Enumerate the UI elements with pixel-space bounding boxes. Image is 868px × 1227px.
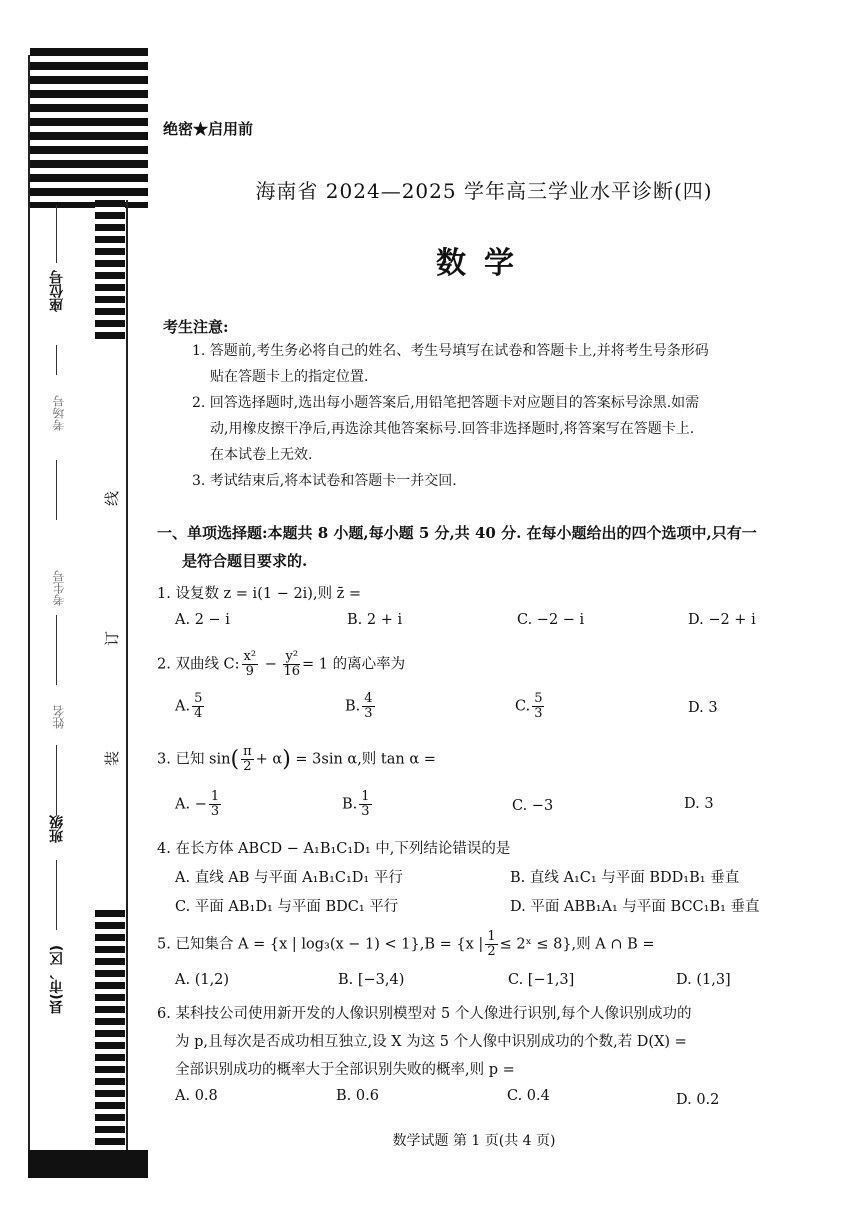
q2-c-fraction (532, 692, 544, 721)
q3-b-den: 3 (361, 804, 370, 819)
q2-stem-pre: 2. 双曲线 C: (157, 656, 240, 673)
question-3-stem: 3. 已知 sin( $\frac{\pi}{2}$ + α) = 3sin α,则 tan α = (157, 744, 436, 774)
q1-option-d[interactable]: D. −2 + i (688, 612, 756, 628)
q2-option-a[interactable] (175, 692, 206, 721)
q5-option-a[interactable]: A. (1,2) (175, 972, 230, 988)
name-label: 姓名 (52, 705, 66, 729)
q5-set-close: ≤ 2ˣ ≤ 8} (499, 936, 572, 953)
seat-divider (56, 345, 57, 375)
q2-b-num: 4 (364, 691, 373, 706)
q2-fraction-x (242, 650, 259, 679)
q1-option-b[interactable]: B. 2 + i (347, 612, 403, 628)
q2-a-label: A. (175, 698, 191, 715)
sidebar-bottom-bar (28, 1150, 148, 1178)
q2-b-label: B. (345, 698, 361, 715)
question-6-line1: 6. 某科技公司使用新开发的人像识别模型对 5 个人像进行识别,每个人像识别成功的 (157, 1006, 692, 1022)
question-6-line2: 为 p,且每次是否成功相互独立,设 X 为这 5 个人像中识别成功的个数,若 D(X) = (175, 1034, 687, 1050)
student-number-field[interactable] (56, 615, 57, 685)
county-label: 县(市、区) (49, 945, 65, 1014)
q2-c-den: 3 (534, 706, 543, 721)
q2-b-den: 3 (364, 706, 373, 721)
q2-option-d[interactable]: D. 3 (688, 700, 718, 716)
q5-stem-post: ,则 A ∩ B = (571, 936, 655, 953)
q2-a-num: 5 (194, 691, 203, 706)
q5-option-c[interactable]: C. [−1,3] (508, 972, 575, 988)
question-5-stem (157, 930, 655, 959)
q2-a-den: 4 (194, 706, 203, 721)
q3-a-den: 3 (210, 804, 220, 819)
question-1-stem: 1. 设复数 z = i(1 − 2i),则 z̄ = (157, 586, 362, 602)
q3-option-d[interactable]: D. 3 (684, 796, 714, 812)
question-4-stem: 4. 在长方体 ABCD − A₁B₁C₁D₁ 中,下列结论错误的是 (157, 841, 511, 857)
student-number-label: 考生号 (52, 570, 66, 606)
q5-stem-pre: 5. 已知集合 A = {x | log₃(x − 1) < 1},B = (157, 936, 452, 953)
sidebar-border (28, 55, 30, 1165)
question-2-stem: 2. 双曲线 C: $\frac{\text{x²}}{9}$ − $\frac{\text{y²}}{16}$ = 1 的离心率为 (157, 649, 406, 679)
section-heading-cont: 是符合题目要求的. (182, 552, 308, 570)
q6-option-c[interactable]: C. 0.4 (507, 1088, 550, 1104)
q3-option-c[interactable]: C. −3 (512, 798, 554, 814)
name-field[interactable] (56, 745, 57, 815)
class-field[interactable] (56, 860, 57, 930)
q3-stem-post: = 3sin α,则 tan α = (295, 751, 436, 768)
barcode-stripes-column-lower (95, 910, 125, 1150)
class-label: 班级 (49, 815, 65, 843)
q5-set-open: {x | (456, 936, 484, 953)
q6-option-a[interactable]: A. 0.8 (175, 1088, 218, 1104)
q3-a-label: A. − (175, 796, 207, 813)
confidential-mark: 绝密★启用前 (163, 120, 254, 138)
q5-half (485, 930, 497, 959)
seal-char: 装 (103, 750, 122, 767)
q3-option-a[interactable] (175, 790, 223, 819)
note-line: 在本试卷上无效. (210, 447, 313, 463)
q3-alpha: + α (255, 751, 283, 768)
note-line: 贴在答题卡上的指定位置. (210, 369, 369, 385)
bind-char: 订 (103, 630, 122, 647)
q2-stem-post: = 1 的离心率为 (302, 656, 406, 673)
line-char: 线 (103, 490, 122, 507)
note-line: 3. 考试结束后,将本试卷和答题卡一并交回. (192, 473, 457, 489)
q3-a-fraction (209, 790, 221, 819)
q6-option-d[interactable]: D. 0.2 (676, 1092, 720, 1108)
q5-option-b[interactable]: B. [−3,4) (338, 972, 405, 988)
section-heading: 一、单项选择题:本题共 8 小题,每小题 5 分,共 40 分. 在每小题给出的四个选项中,只有一 (157, 524, 757, 542)
q3-pi-over-2 (241, 745, 254, 774)
seat-number-label: 座位号 (49, 270, 65, 312)
question-6-line3: 全部识别成功的概率大于全部识别失败的概率,则 p = (175, 1062, 515, 1078)
q3-two: 2 (243, 759, 252, 774)
notes-heading: 考生注意: (163, 318, 229, 336)
q2-9: 9 (245, 664, 254, 679)
note-line: 动,用橡皮擦干净后,再选涂其他答案标号.回答非选择题时,将答案写在答题卡上. (210, 421, 695, 437)
q2-fraction-y (283, 650, 300, 679)
q2-option-c[interactable] (515, 692, 546, 721)
note-line: 2. 回答选择题时,选出每小题答案后,用铅笔把答题卡对应题目的答案标号涂黑.如需 (192, 395, 700, 411)
q5-option-d[interactable]: D. (1,3] (676, 972, 731, 988)
q4-option-b[interactable]: B. 直线 A₁C₁ 与平面 BDD₁B₁ 垂直 (510, 870, 740, 886)
subject-title: 数学 (436, 246, 532, 281)
exam-room-label: 考场号 (52, 395, 66, 431)
q4-option-d[interactable]: D. 平面 ABB₁A₁ 与平面 BCC₁B₁ 垂直 (510, 899, 760, 915)
q6-option-b[interactable]: B. 0.6 (336, 1088, 379, 1104)
exam-title: 海南省 2024—2025 学年高三学业水平诊断(四) (255, 179, 713, 203)
q2-c-label: C. (515, 698, 531, 715)
page-footer: 数学试题 第 1 页(共 4 页) (392, 1133, 556, 1149)
q3-b-fraction (359, 790, 371, 819)
q3-option-b[interactable] (342, 790, 374, 819)
q3-pi: π (243, 744, 252, 759)
q2-16: 16 (283, 664, 301, 679)
q2-c-num: 5 (534, 691, 543, 706)
q3-b-label: B. (342, 796, 358, 813)
q2-option-b[interactable] (345, 692, 377, 721)
q2-x2: x² (243, 649, 257, 664)
q4-option-a[interactable]: A. 直线 AB 与平面 A₁B₁C₁D₁ 平行 (175, 870, 403, 886)
q1-option-c[interactable]: C. −2 − i (517, 612, 585, 628)
exam-room-field[interactable] (56, 460, 57, 520)
q3-b-num: 1 (361, 789, 370, 804)
q2-a-fraction (192, 692, 204, 721)
q2-y2: y² (285, 649, 299, 664)
q3-a-num: 1 (210, 789, 220, 804)
q5-half-num: 1 (487, 929, 496, 944)
q4-option-c[interactable]: C. 平面 AB₁D₁ 与平面 BDC₁ 平行 (175, 899, 399, 915)
cut-line (126, 200, 128, 1160)
q3-stem-pre: 3. 已知 sin (157, 751, 231, 768)
q5-half-den: 2 (487, 944, 496, 959)
q2-b-fraction (362, 692, 374, 721)
note-line: 1. 答题前,考生务必将自己的姓名、考生号填写在试卷和答题卡上,并将考生号条形码 (192, 343, 709, 359)
q1-option-a[interactable]: A. 2 − i (175, 612, 230, 628)
